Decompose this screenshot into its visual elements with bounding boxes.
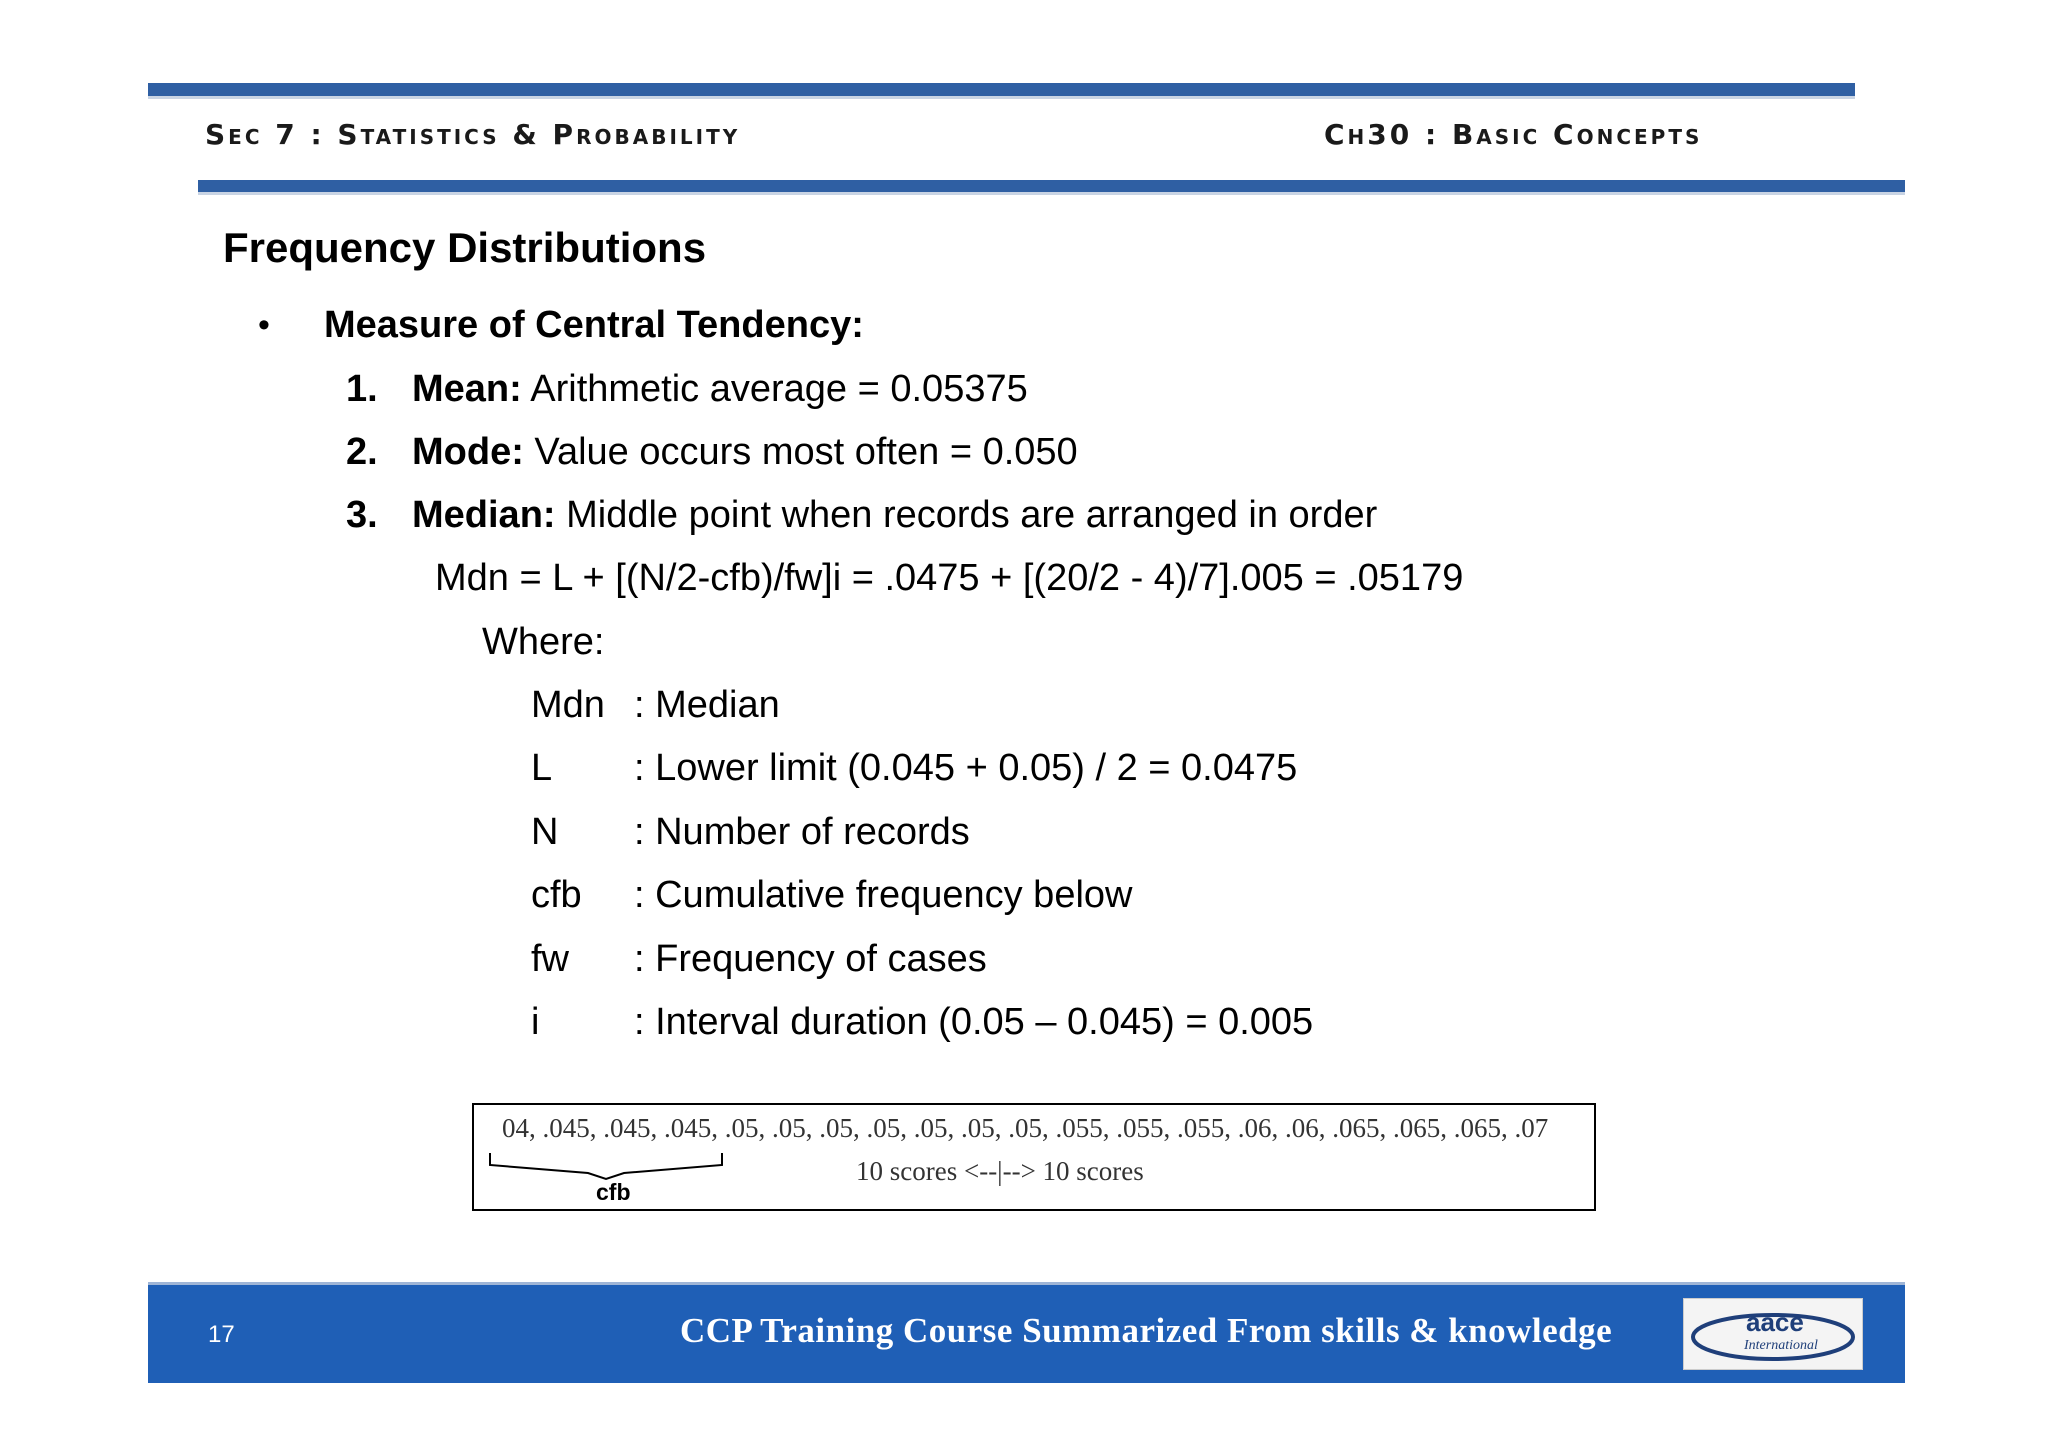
chapter-label: Ch30 : Basic Concepts <box>1324 118 1703 151</box>
median-formula: Mdn = L + [(N/2-cfb)/fw]i = .0475 + [(20/2 - 4)/7].005 = .05179 <box>435 557 1464 599</box>
definition-row <box>531 811 970 854</box>
footer-bar <box>148 1285 1905 1383</box>
item-number: 3. <box>346 494 378 536</box>
page-number: 17 <box>208 1321 235 1348</box>
definition-text: : Number of records <box>634 811 970 853</box>
item-term: Median: <box>412 494 556 536</box>
definition-text: : Frequency of cases <box>634 938 987 980</box>
logo-subtext: International <box>1744 1338 1818 1353</box>
list-item-mode <box>346 431 1078 474</box>
course-title: CCP Training Course Summarized From skills & knowledge <box>680 1311 1613 1350</box>
header-rule-top-shadow <box>148 96 1855 99</box>
ordered-scores-box <box>472 1103 1596 1211</box>
where-label: Where: <box>482 621 605 663</box>
aace-logo-icon <box>1684 1299 1862 1369</box>
median-split-label: 10 scores <--|--> 10 scores <box>856 1156 1144 1186</box>
definition-row <box>531 938 987 981</box>
item-text: Value occurs most often = 0.050 <box>523 431 1078 473</box>
definition-symbol: L <box>531 747 553 789</box>
definition-symbol: cfb <box>531 874 582 916</box>
item-number: 1. <box>346 368 378 410</box>
item-text: Middle point when records are arranged in order <box>555 494 1378 536</box>
header-rule-top <box>148 83 1855 96</box>
definition-text: : Median <box>634 684 780 726</box>
definition-symbol: fw <box>531 938 569 980</box>
logo-text: aace <box>1746 1307 1804 1337</box>
definition-symbol: i <box>531 1001 540 1043</box>
aace-logo <box>1683 1298 1863 1370</box>
header-rule-bottom <box>198 180 1905 192</box>
list-item-mean <box>346 368 1028 411</box>
definition-row <box>531 874 1132 917</box>
cfb-label: cfb <box>596 1179 631 1205</box>
definition-symbol: Mdn <box>531 684 605 726</box>
definition-row <box>531 747 1297 790</box>
header-rule-bottom-shadow <box>198 192 1905 195</box>
ordered-scores: 04, .045, .045, .045, .05, .05, .05, .05, .05, .05, .05, .055, .055, .055, .06, .06, .065, .065, .065, .07 <box>502 1113 1549 1143</box>
bullet-icon: • <box>258 306 270 344</box>
section-label: Sec 7 : Statistics & Probability <box>205 118 741 151</box>
definition-row <box>531 1001 1313 1044</box>
definition-symbol: N <box>531 811 559 853</box>
item-term: Mean: <box>412 368 522 410</box>
list-item-median <box>346 494 1377 537</box>
cfb-brace-icon <box>488 1151 728 1181</box>
slide-title: Frequency Distributions <box>223 224 707 271</box>
definition-text: : Lower limit (0.045 + 0.05) / 2 = 0.0475 <box>634 747 1298 789</box>
definition-text: : Cumulative frequency below <box>634 874 1133 916</box>
item-number: 2. <box>346 431 378 473</box>
definition-row <box>531 684 780 727</box>
item-term: Mode: <box>412 431 524 473</box>
bullet-heading: Measure of Central Tendency: <box>324 304 864 346</box>
item-text: Arithmetic average = 0.05375 <box>521 368 1028 410</box>
definition-text: : Interval duration (0.05 – 0.045) = 0.005 <box>634 1001 1314 1043</box>
